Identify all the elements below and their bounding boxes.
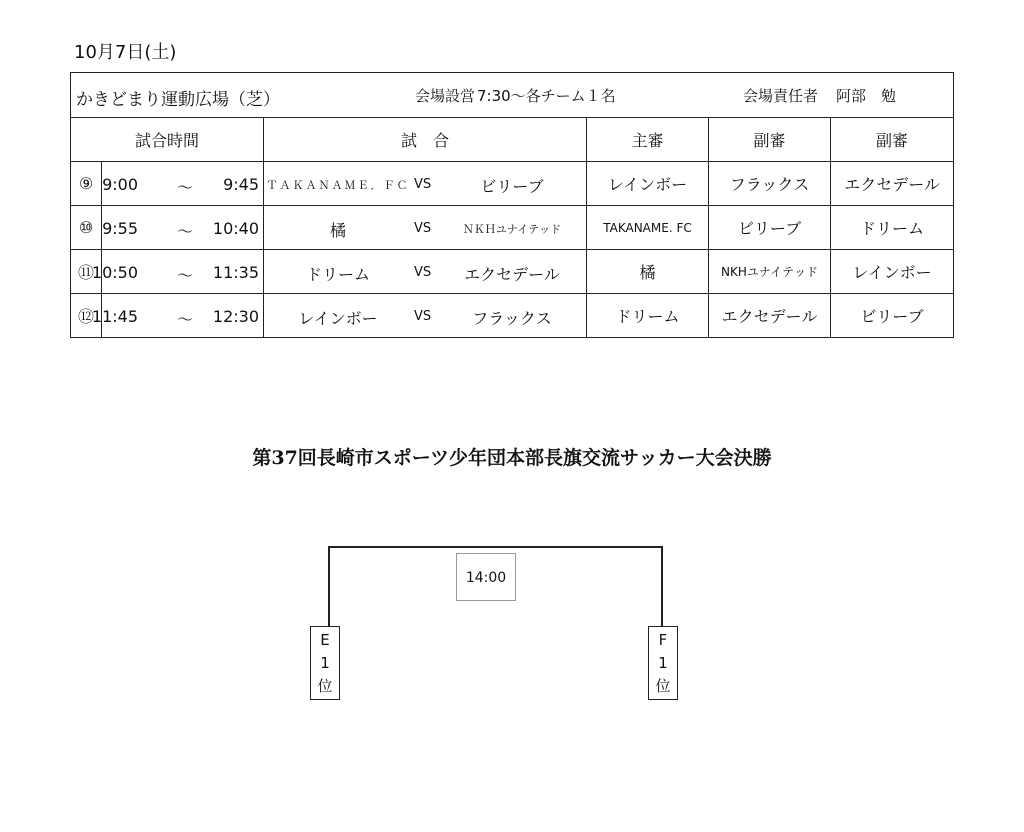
match-row xyxy=(71,206,954,250)
end-time: 9:45 xyxy=(223,175,259,194)
assistant1: ビリーブ xyxy=(709,206,831,250)
home-team: レインボー xyxy=(298,309,378,328)
time-separator: ～ xyxy=(177,222,194,241)
end-time: 12:30 xyxy=(212,307,259,326)
assistant2: レインボー xyxy=(831,250,954,294)
venue-name: かきどまり運動広場（芝） xyxy=(76,90,280,110)
referee: ドリーム xyxy=(587,294,709,338)
assistant1: フラックス xyxy=(709,162,831,206)
end-time: 10:40 xyxy=(212,219,259,238)
final-title: 第37回長崎市スポーツ少年団本部長旗交流サッカー大会決勝 xyxy=(252,447,772,469)
left-team-char: 位 xyxy=(317,677,333,695)
referee: 橘 xyxy=(587,250,709,294)
time-separator: ～ xyxy=(177,266,194,285)
start-time: 10:50 xyxy=(91,263,138,282)
venue-setup-value: 7:30～各チーム１名 xyxy=(477,87,616,105)
assistant2: エクセデール xyxy=(831,162,954,206)
assistant2: ビリーブ xyxy=(831,294,954,338)
match-teams xyxy=(264,206,587,250)
header-row xyxy=(71,118,954,162)
match-number: ⑫ xyxy=(71,294,102,338)
assistant1: エクセデール xyxy=(709,294,831,338)
match-time xyxy=(102,206,264,250)
match-teams xyxy=(264,250,587,294)
bracket-right-line xyxy=(661,546,663,626)
time-separator: ～ xyxy=(177,310,194,329)
start-time: 9:00 xyxy=(102,175,138,194)
header-time: 試合時間 xyxy=(71,118,264,162)
right-team-char: F xyxy=(658,631,668,649)
home-team: ＴＡＫＡＮＡＭＥ．ＦＣ xyxy=(266,179,410,192)
match-number: ⑪ xyxy=(71,250,102,294)
vs-label: VS xyxy=(414,221,432,236)
match-teams xyxy=(264,294,587,338)
header-assistant1: 副審 xyxy=(709,118,831,162)
venue-row xyxy=(71,73,954,118)
away-team: フラックス xyxy=(472,309,552,328)
header-match: 試 合 xyxy=(264,118,587,162)
left-team-char: E xyxy=(320,631,330,649)
right-team-box xyxy=(648,626,678,700)
match-teams xyxy=(264,162,587,206)
final-time-box: 14:00 xyxy=(456,553,516,601)
match-number: ⑨ xyxy=(71,162,102,206)
bracket-top-line xyxy=(328,546,663,548)
time-separator: ～ xyxy=(177,178,194,197)
right-team-char: 1 xyxy=(658,654,668,672)
header-assistant2: 副審 xyxy=(831,118,954,162)
start-time: 9:55 xyxy=(102,219,138,238)
referee: TAKANAME. FC xyxy=(587,206,709,250)
venue-responsible-name: 阿部 勉 xyxy=(836,87,897,105)
venue-responsible-label: 会場責任者 xyxy=(743,87,819,105)
header-referee: 主審 xyxy=(587,118,709,162)
referee: レインボー xyxy=(587,162,709,206)
schedule-table xyxy=(70,72,954,338)
venue-setup-label: 会場設営 xyxy=(415,87,476,105)
match-number: ⑩ xyxy=(71,206,102,250)
match-time xyxy=(102,162,264,206)
left-team-box xyxy=(310,626,340,700)
right-team-char: 位 xyxy=(655,677,671,695)
match-time xyxy=(91,294,264,338)
away-team: ビリーブ xyxy=(480,177,544,196)
date-label: 10月7日(土) xyxy=(74,42,177,63)
match-row xyxy=(71,250,954,294)
match-time xyxy=(91,250,264,294)
assistant1: NKHユナイテッド xyxy=(709,250,831,294)
home-team: ドリーム xyxy=(305,265,370,284)
left-team-char: 1 xyxy=(320,654,330,672)
assistant2: ドリーム xyxy=(831,206,954,250)
bracket-left-line xyxy=(328,546,330,626)
away-team: ＮＫＨユナイテッド xyxy=(462,223,562,236)
match-row xyxy=(71,294,954,338)
away-team: エクセデール xyxy=(464,265,560,284)
vs-label: VS xyxy=(414,177,432,192)
end-time: 11:35 xyxy=(212,263,259,282)
start-time: 11:45 xyxy=(91,307,138,326)
match-row xyxy=(71,162,954,206)
home-team: 橘 xyxy=(329,221,346,240)
vs-label: VS xyxy=(414,309,432,324)
vs-label: VS xyxy=(414,265,432,280)
